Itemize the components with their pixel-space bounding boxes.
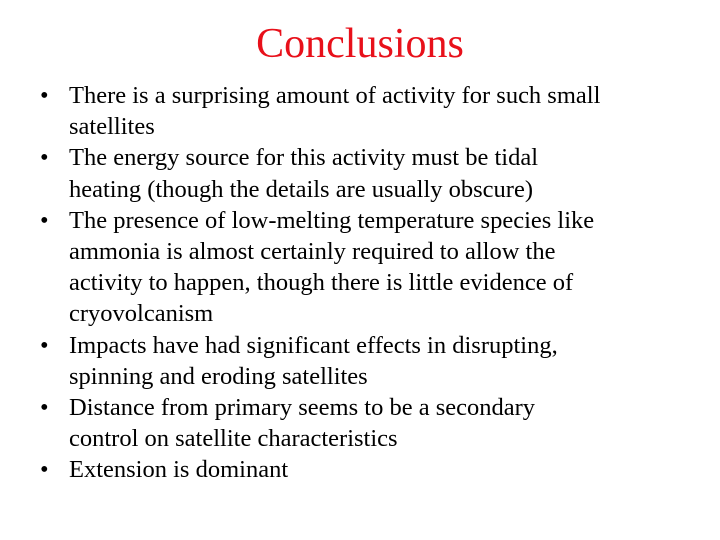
bullet-text-line: spinning and eroding satellites — [69, 362, 368, 390]
bullet-icon: • — [40, 144, 49, 172]
bullet-text-line: The energy source for this activity must be tidal — [69, 144, 539, 172]
bullet-text-line: There is a surprising amount of activity for such small — [69, 82, 601, 109]
bullet-item — [0, 205, 720, 330]
bullet-icon: • — [40, 456, 49, 484]
bullet-item — [0, 80, 720, 142]
slide-title: Conclusions — [256, 21, 464, 67]
bullet-icon: • — [40, 82, 49, 109]
bullet-text-line: satellites — [69, 113, 155, 141]
bullet-text-line: ammonia is almost certainly required to allow the — [69, 238, 556, 266]
bullet-text-line: Extension is dominant — [69, 456, 289, 484]
bullet-text-line: cryovolcanism — [69, 300, 214, 328]
bullet-text-line: heating (though the details are usually obscure) — [69, 175, 533, 203]
bullet-text-line: Impacts have had significant effects in disrupting, — [69, 331, 558, 359]
bullet-item — [0, 392, 720, 454]
bullet-icon: • — [40, 394, 49, 422]
bullet-text-line: Distance from primary seems to be a secondary — [69, 394, 536, 422]
bullet-item — [0, 454, 720, 485]
bullet-text-line: activity to happen, though there is little evidence of — [69, 269, 574, 297]
bullet-list — [0, 80, 720, 486]
bullet-text-line: control on satellite characteristics — [69, 425, 398, 453]
bullet-text-line: The presence of low-melting temperature species like — [69, 206, 595, 234]
bullet-icon: • — [40, 331, 49, 359]
bullet-item — [0, 142, 720, 204]
bullet-icon: • — [40, 206, 49, 234]
bullet-item — [0, 330, 720, 392]
